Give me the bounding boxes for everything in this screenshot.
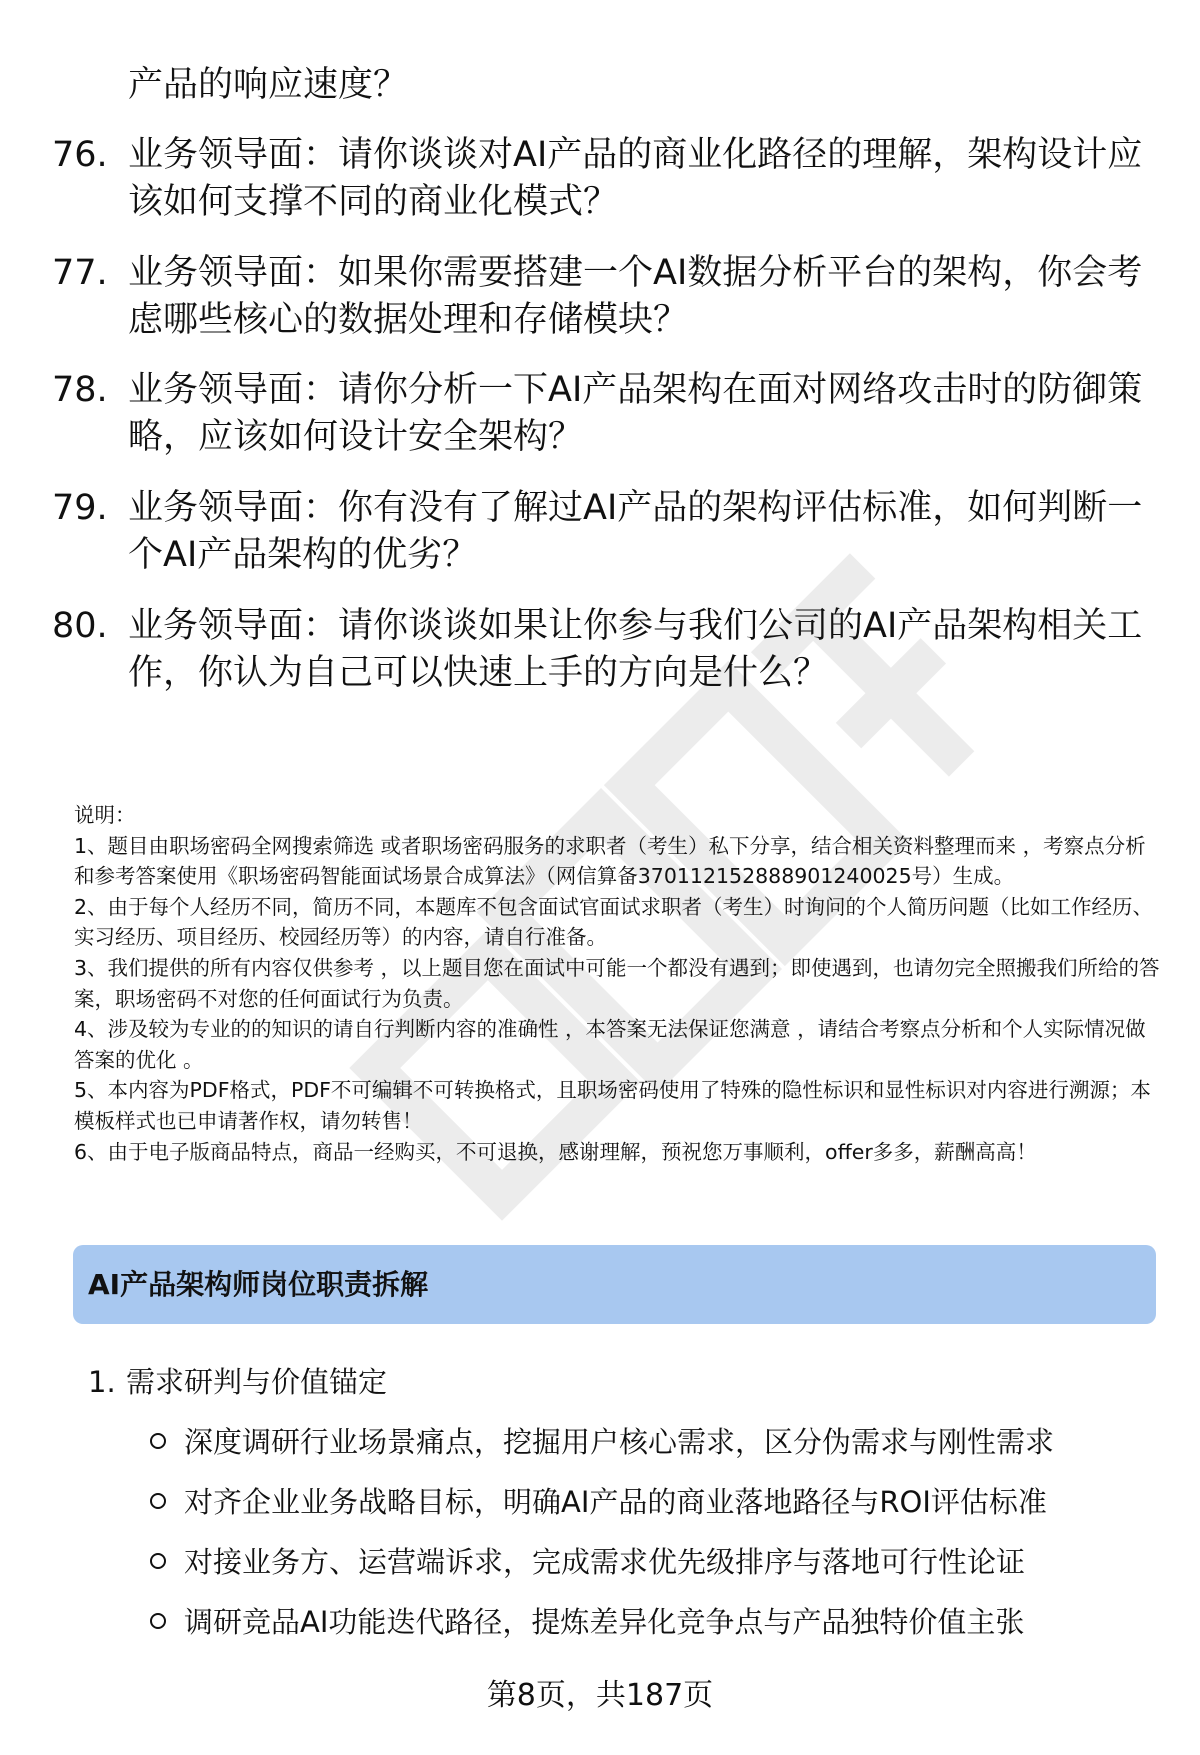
question-78 (52, 367, 1152, 461)
question-number: 79. (52, 488, 108, 528)
hollow-circle-bullet-icon (150, 1553, 166, 1569)
duty-title: 需求研判与价值锚定 (126, 1365, 388, 1399)
duty-item (150, 1422, 1054, 1482)
note-item-4: 4、涉及较为专业的的知识的请自行判断内容的准确性 ，本答案无法保证您满意 ，请结合考察点分析和个人实际情况做答案的优化 。 (74, 1017, 1146, 1072)
note-item-1: 1、题目由职场密码全网搜索筛选 或者职场密码服务的求职者（考生）私下分享，结合相关资料整理而来 ，考察点分析和参考答案使用《职场密码智能面试场景合成算法》（网信算备370112152888901240025号）生成。 (74, 833, 1146, 889)
duty-item (150, 1602, 1054, 1662)
duty-heading (88, 1362, 387, 1402)
note-item-3: 3、我们提供的所有内容仅供参考 ，以上题目您在面试中可能一个都没有遇到；即使遇到，也请勿完全照搬我们所给的答案，职场密码不对您的任何面试行为负责。 (74, 955, 1160, 1011)
question-75-continuation: 产品的响应速度？ (128, 65, 409, 105)
question-number: 76. (52, 135, 108, 175)
question-number: 78. (52, 370, 108, 410)
page-number-footer: 第8页，共187页 (486, 1678, 714, 1713)
question-text: 业务领导面：请你分析一下AI产品架构在面对网络攻击时的防御策略，应该如何设计安全架构？ (128, 370, 1143, 457)
question-text: 业务领导面：请你谈谈对AI产品的商业化路径的理解，架构设计应该如何支撑不同的商业化模式？ (128, 135, 1143, 222)
question-number: 77. (52, 253, 108, 293)
duty-item-text: 深度调研行业场景痛点，挖掘用户核心需求，区分伪需求与刚性需求 (184, 1425, 1055, 1459)
question-text: 业务领导面：你有没有了解过AI产品的架构评估标准，如何判断一个AI产品架构的优劣？ (128, 488, 1143, 575)
question-text: 业务领导面：如果你需要搭建一个AI数据分析平台的架构，你会考虑哪些核心的数据处理和存储模块？ (128, 253, 1143, 340)
hollow-circle-bullet-icon (150, 1493, 166, 1509)
duty-item-list (150, 1422, 1054, 1662)
notes-block (74, 800, 1160, 1167)
question-text: 业务领导面：请你谈谈如果让你参与我们公司的AI产品架构相关工作，你认为自己可以快速上手的方向是什么？ (128, 606, 1143, 693)
note-item-5: 5、本内容为PDF格式，PDF不可编辑不可转换格式，且职场密码使用了特殊的隐性标识和显性标识对内容进行溯源；本模板样式也已申请著作权，请勿转售！ (74, 1078, 1151, 1133)
section-header (73, 1245, 1156, 1324)
duty-item (150, 1542, 1054, 1602)
notes-heading: 说明： (74, 803, 136, 827)
duty-item-text: 对接业务方、运营端诉求，完成需求优先级排序与落地可行性论证 (184, 1545, 1026, 1579)
duty-item-text: 对齐企业业务战略目标，明确AI产品的商业落地路径与ROI评估标准 (184, 1485, 1047, 1519)
question-79 (52, 485, 1152, 579)
duty-item (150, 1482, 1054, 1542)
question-80 (52, 603, 1152, 697)
question-76 (52, 132, 1152, 226)
hollow-circle-bullet-icon (150, 1613, 166, 1629)
duty-number: 1. (88, 1365, 116, 1399)
duty-item-text: 调研竞品AI功能迭代路径，提炼差异化竞争点与产品独特价值主张 (184, 1605, 1025, 1639)
note-item-6: 6、由于电子版商品特点，商品一经购买，不可退换，感谢理解，预祝您万事顺利，offer多多，薪酬高高！ (74, 1139, 1037, 1164)
section-title: AI产品架构师岗位职责拆解 (88, 1268, 429, 1301)
question-number: 80. (52, 606, 108, 646)
hollow-circle-bullet-icon (150, 1433, 166, 1449)
question-77 (52, 250, 1152, 344)
note-item-2: 2、由于每个人经历不同，简历不同，本题库不包含面试官面试求职者（考生）时询问的个人简历问题（比如工作经历、实习经历、项目经历、校园经历等）的内容，请自行准备。 (74, 894, 1154, 950)
